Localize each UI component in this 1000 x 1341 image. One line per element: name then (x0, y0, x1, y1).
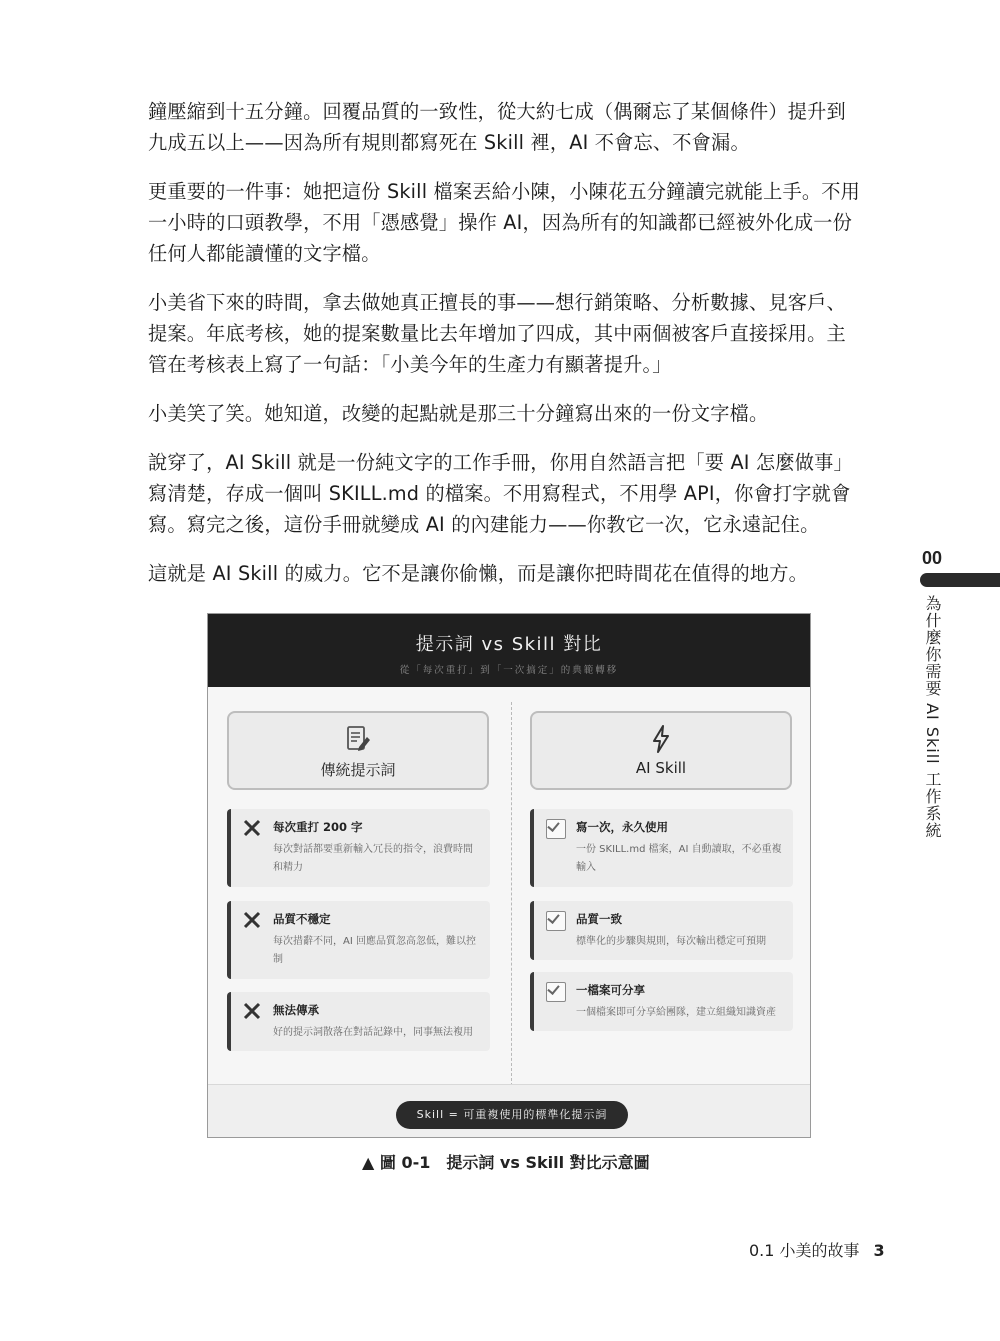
lightning-icon (648, 725, 674, 753)
card-description: 標準化的步驟與規則，每次輸出穩定可預期 (576, 936, 766, 947)
text-line: 說穿了，AI Skill 就是一份純文字的工作手冊，你用自然語言把「要 AI 怎麼做事」 (148, 451, 853, 474)
text-line: 小美笑了笑。她知道，改變的起點就是那三十分鐘寫出來的一份文字檔。 (148, 402, 769, 425)
text-line: 這就是 AI Skill 的威力。它不是讓你偷懶，而是讓你把時間花在值得的地方。 (148, 562, 808, 585)
left-card-3 (227, 992, 490, 1051)
right-card-2 (530, 901, 793, 960)
text-line: 提案。年底考核，她的提案數量比去年增加了四成，其中兩個被客戶直接採用。主 (148, 322, 846, 345)
card-description: 一個檔案即可分享給團隊，建立組織知識資產 (576, 1007, 776, 1018)
summary-pill: Skill = 可重複使用的標準化提示詞 (396, 1101, 628, 1129)
caption-number: ▲ 圖 0-1 (362, 1153, 431, 1172)
card-description: 每次措辭不同，AI 回應品質忽高忽低，難以控制 (273, 936, 476, 965)
paragraph (148, 287, 872, 380)
text-line: 一小時的口頭教學，不用「憑感覺」操作 AI，因為所有的知識都已經被外化成一份 (148, 211, 853, 234)
figure-footer (208, 1084, 810, 1138)
footer-section: 0.1 小美的故事 (749, 1241, 860, 1260)
text-line: 九成五以上——因為所有規則都寫死在 Skill 裡，AI 不會忘、不會漏。 (148, 131, 750, 154)
paragraph (148, 398, 872, 429)
right-heading-label: AI Skill (635, 759, 687, 777)
paragraph (148, 558, 872, 589)
text-line: 寫。寫完之後，這份手冊就變成 AI 的內建能力——你教它一次，它永遠記住。 (148, 513, 820, 536)
caption-text: 提示詞 vs Skill 對比示意圖 (446, 1153, 650, 1172)
cross-icon (243, 911, 261, 929)
right-card-1 (530, 809, 793, 887)
figure-title: 提示詞 vs Skill 對比 (415, 634, 603, 655)
card-description: 好的提示詞散落在對話記錄中，同事無法複用 (273, 1027, 473, 1038)
cross-icon (243, 819, 261, 837)
paragraph (148, 447, 872, 540)
figure-subtitle: 從「每次重打」到「一次搞定」的典範轉移 (399, 665, 619, 676)
chapter-tab-bar (920, 573, 1000, 587)
figure-header (208, 614, 810, 687)
text-line: 任何人都能讀懂的文字檔。 (148, 242, 381, 265)
paragraph (148, 96, 872, 158)
right-column-heading (530, 711, 792, 790)
document-edit-icon (345, 725, 371, 753)
card-title: 一檔案可分享 (576, 983, 645, 997)
left-card-1 (227, 809, 490, 887)
figure-caption (362, 1150, 650, 1173)
card-title: 無法傳承 (273, 1003, 319, 1017)
text-line: 小美省下來的時間，拿去做她真正擅長的事——想行銷策略、分析數據、見客戶、 (148, 291, 846, 314)
card-description: 每次對話都要重新輸入冗長的指令，浪費時間和精力 (273, 844, 473, 873)
page-number: 3 (873, 1241, 885, 1260)
right-card-3 (530, 972, 793, 1031)
card-title: 品質不穩定 (273, 912, 331, 926)
left-card-2 (227, 901, 490, 979)
paragraph (148, 176, 872, 269)
text-line: 管在考核表上寫了一句話：「小美今年的生產力有顯著提升。」 (148, 353, 672, 376)
left-column-heading (227, 711, 489, 790)
checkbox-checked-icon (546, 819, 566, 839)
text-line: 鐘壓縮到十五分鐘。回覆品質的一致性，從大約七成（偶爾忘了某個條件）提升到 (148, 100, 846, 123)
card-title: 寫一次，永久使用 (576, 820, 668, 834)
checkbox-checked-icon (546, 911, 566, 931)
card-title: 每次重打 200 字 (273, 820, 363, 834)
page-footer (749, 1238, 885, 1261)
checkbox-checked-icon (546, 982, 566, 1002)
chapter-title: 為什麼你需要 AI Skill 工作系統 (923, 595, 942, 839)
body-text (148, 96, 872, 607)
comparison-figure (207, 613, 811, 1138)
card-description: 一份 SKILL.md 檔案，AI 自動讀取，不必重複輸入 (576, 844, 782, 873)
cross-icon (243, 1002, 261, 1020)
card-title: 品質一致 (576, 912, 622, 926)
column-divider (511, 702, 512, 1086)
text-line: 寫清楚，存成一個叫 SKILL.md 的檔案。不用寫程式，不用學 API，你會打字就會 (148, 482, 851, 505)
text-line: 更重要的一件事：她把這份 Skill 檔案丟給小陳，小陳花五分鐘讀完就能上手。不用 (148, 180, 861, 203)
left-heading-label: 傳統提示詞 (320, 761, 396, 779)
chapter-number: 00 (922, 548, 943, 568)
